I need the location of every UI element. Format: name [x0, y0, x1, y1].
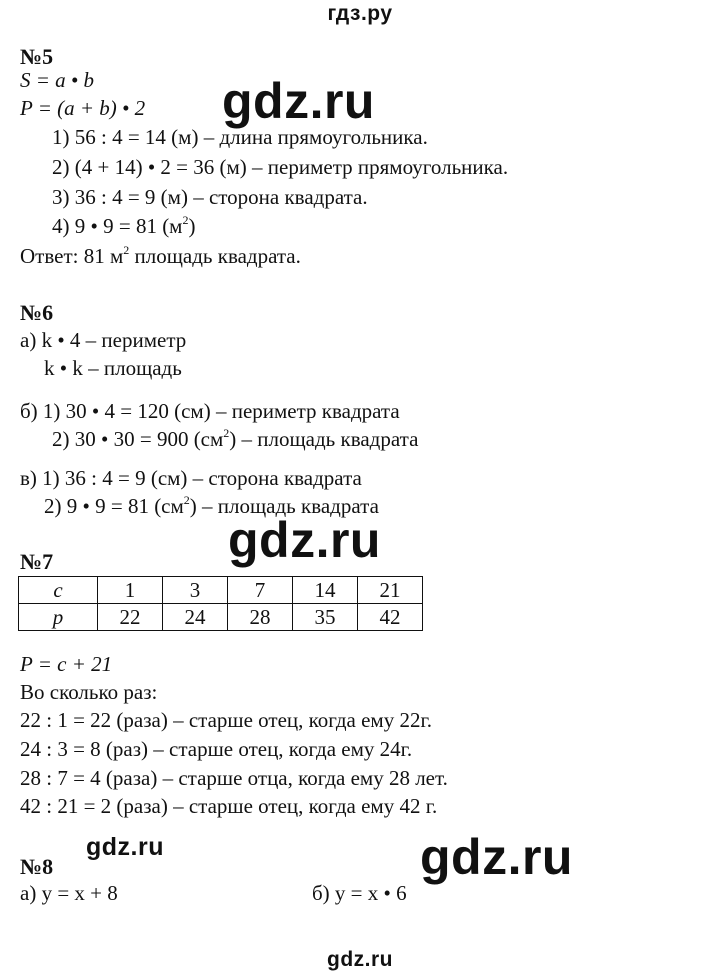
task8-number: №8 — [20, 854, 54, 879]
task8-b: б) y = x • 6 — [312, 881, 407, 905]
task5-answer — [20, 244, 301, 268]
task7-question: Во сколько раз: — [20, 680, 158, 704]
task5-answer-text: Ответ: 81 м — [20, 244, 124, 268]
task7-line-3: 28 : 7 = 4 (раза) – старше отца, когда ему 28 лет. — [20, 766, 448, 790]
task7-line-1: 22 : 1 = 22 (раза) – старше отец, когда ему 22г. — [20, 708, 432, 732]
task6-a-line-1: а) k • 4 – периметр — [20, 328, 187, 352]
table-cell: 42 — [358, 604, 423, 631]
task5-step-4 — [52, 214, 195, 238]
task7-line-2: 24 : 3 = 8 (раз) – старше отец, когда ему 24г. — [20, 737, 413, 761]
table-cell: 7 — [228, 577, 293, 604]
table-cell: 28 — [228, 604, 293, 631]
task8-a: а) y = x + 8 — [20, 881, 118, 905]
task6-b-line-2-sup: 2 — [223, 426, 230, 440]
task5-step-2: 2) (4 + 14) • 2 = 36 (м) – периметр прямоугольника. — [52, 155, 509, 179]
task5-step-3: 3) 36 : 4 = 9 (м) – сторона квадрата. — [52, 185, 368, 209]
task5-step-4-sup: 2 — [182, 213, 189, 227]
header-site-name: гдз.ру — [327, 2, 393, 25]
task7-number: №7 — [20, 549, 54, 574]
watermark-gdz: gdz.ru — [222, 73, 375, 129]
watermark-gdz-middle: gdz.ru — [228, 512, 381, 568]
table-cell: 3 — [163, 577, 228, 604]
footer-site-name: gdz.ru — [327, 948, 393, 971]
table-cell: 14 — [293, 577, 358, 604]
task5-step-4-text: 4) 9 • 9 = 81 (м — [52, 214, 183, 238]
table-cell: 22 — [98, 604, 163, 631]
table-cell-c-label: c — [19, 577, 98, 604]
task7-value-table — [18, 576, 423, 631]
table-cell: 1 — [98, 577, 163, 604]
task6-c-line-2-sup: 2 — [183, 493, 190, 507]
task6-c-line-2-rest: ) – площадь квадрата — [189, 494, 379, 518]
table-cell: 24 — [163, 604, 228, 631]
table-cell: 21 — [358, 577, 423, 604]
table-cell-p-label: p — [19, 604, 98, 631]
task7-formula: P = c + 21 — [20, 652, 113, 676]
task5-number: №5 — [20, 44, 54, 69]
task5-step-4-close: ) — [188, 214, 196, 238]
task5-step-1: 1) 56 : 4 = 14 (м) – длина прямоугольника. — [52, 125, 428, 149]
task6-b-line-2-rest: ) – площадь квадрата — [229, 427, 419, 451]
task6-c-line-1: в) 1) 36 : 4 = 9 (см) – сторона квадрата — [20, 466, 362, 490]
table-cell: 35 — [293, 604, 358, 631]
task6-number: №6 — [20, 300, 54, 325]
task6-b-line-2 — [52, 427, 418, 451]
table-row-c — [19, 577, 423, 604]
task5-answer-rest: площадь квадрата. — [129, 244, 301, 268]
watermark-gdz-large: gdz.ru — [420, 829, 573, 885]
task6-c-line-2-text: 2) 9 • 9 = 81 (см — [44, 494, 184, 518]
task6-a-line-2: k • k – площадь — [44, 356, 182, 380]
task7-line-4: 42 : 21 = 2 (раза) – старше отец, когда ему 42 г. — [20, 794, 438, 818]
task5-formula-area: S = a • b — [20, 68, 95, 92]
task5-answer-sup: 2 — [123, 243, 130, 257]
table-row-p — [19, 604, 423, 631]
watermark-gdz-small: gdz.ru — [86, 833, 164, 861]
task6-b-line-1: б) 1) 30 • 4 = 120 (см) – периметр квадрата — [20, 399, 400, 423]
task6-b-line-2-text: 2) 30 • 30 = 900 (см — [52, 427, 224, 451]
task5-formula-perimeter: P = (a + b) • 2 — [20, 96, 146, 120]
